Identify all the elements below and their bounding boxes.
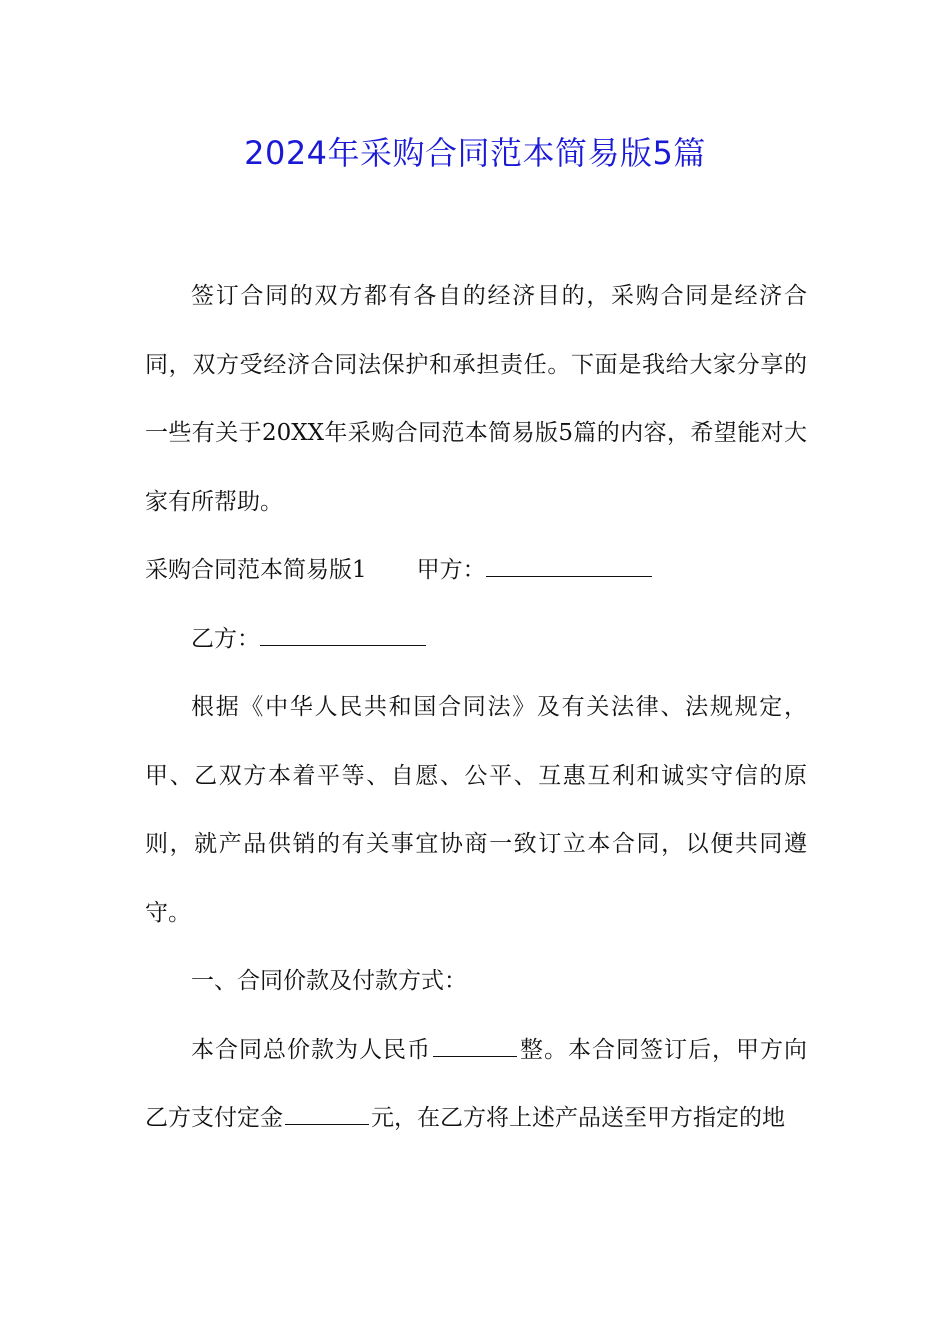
party-b-label: 乙方： — [191, 625, 260, 652]
total-price-blank — [433, 1038, 517, 1057]
clause1-text-part1: 本合同总价款为人民币 — [191, 1036, 431, 1063]
clause1-heading: 一、合同价款及付款方式： — [191, 968, 467, 994]
party-a-blank — [486, 558, 652, 577]
party-a-label: 甲方： — [416, 557, 486, 583]
document-title: 2024年采购合同范本简易版5篇 — [244, 134, 706, 172]
clause1-paragraph — [145, 1016, 807, 1153]
party-b-line — [145, 605, 807, 674]
party-b-blank — [260, 627, 426, 646]
clause1-text-part2: 整。本合同签订后，甲方向乙方支付定金 — [145, 1036, 807, 1131]
section1-heading: 采购合同范本简易版1 — [145, 557, 367, 583]
intro-paragraph: 签订合同的双方都有各自的经济目的，采购合同是经济合同，双方受经济合同法保护和承担责任。下面是我给大家分享的一些有关于20XX年采购合同范本简易版5篇的内容，希望能对大家有所帮助。 — [145, 283, 807, 515]
clause1-text-part3: 元，在乙方将上述产品送至甲方指定的地 — [371, 1105, 785, 1131]
party-a-line — [145, 536, 807, 605]
deposit-blank — [285, 1106, 369, 1125]
basis-paragraph: 根据《中华人民共和国合同法》及有关法律、法规规定，甲、乙双方本着平等、自愿、公平、互惠互利和诚实守信的原则，就产品供销的有关事宜协商一致订立本合同，以便共同遵守。 — [145, 694, 807, 926]
document-body — [145, 262, 807, 1153]
